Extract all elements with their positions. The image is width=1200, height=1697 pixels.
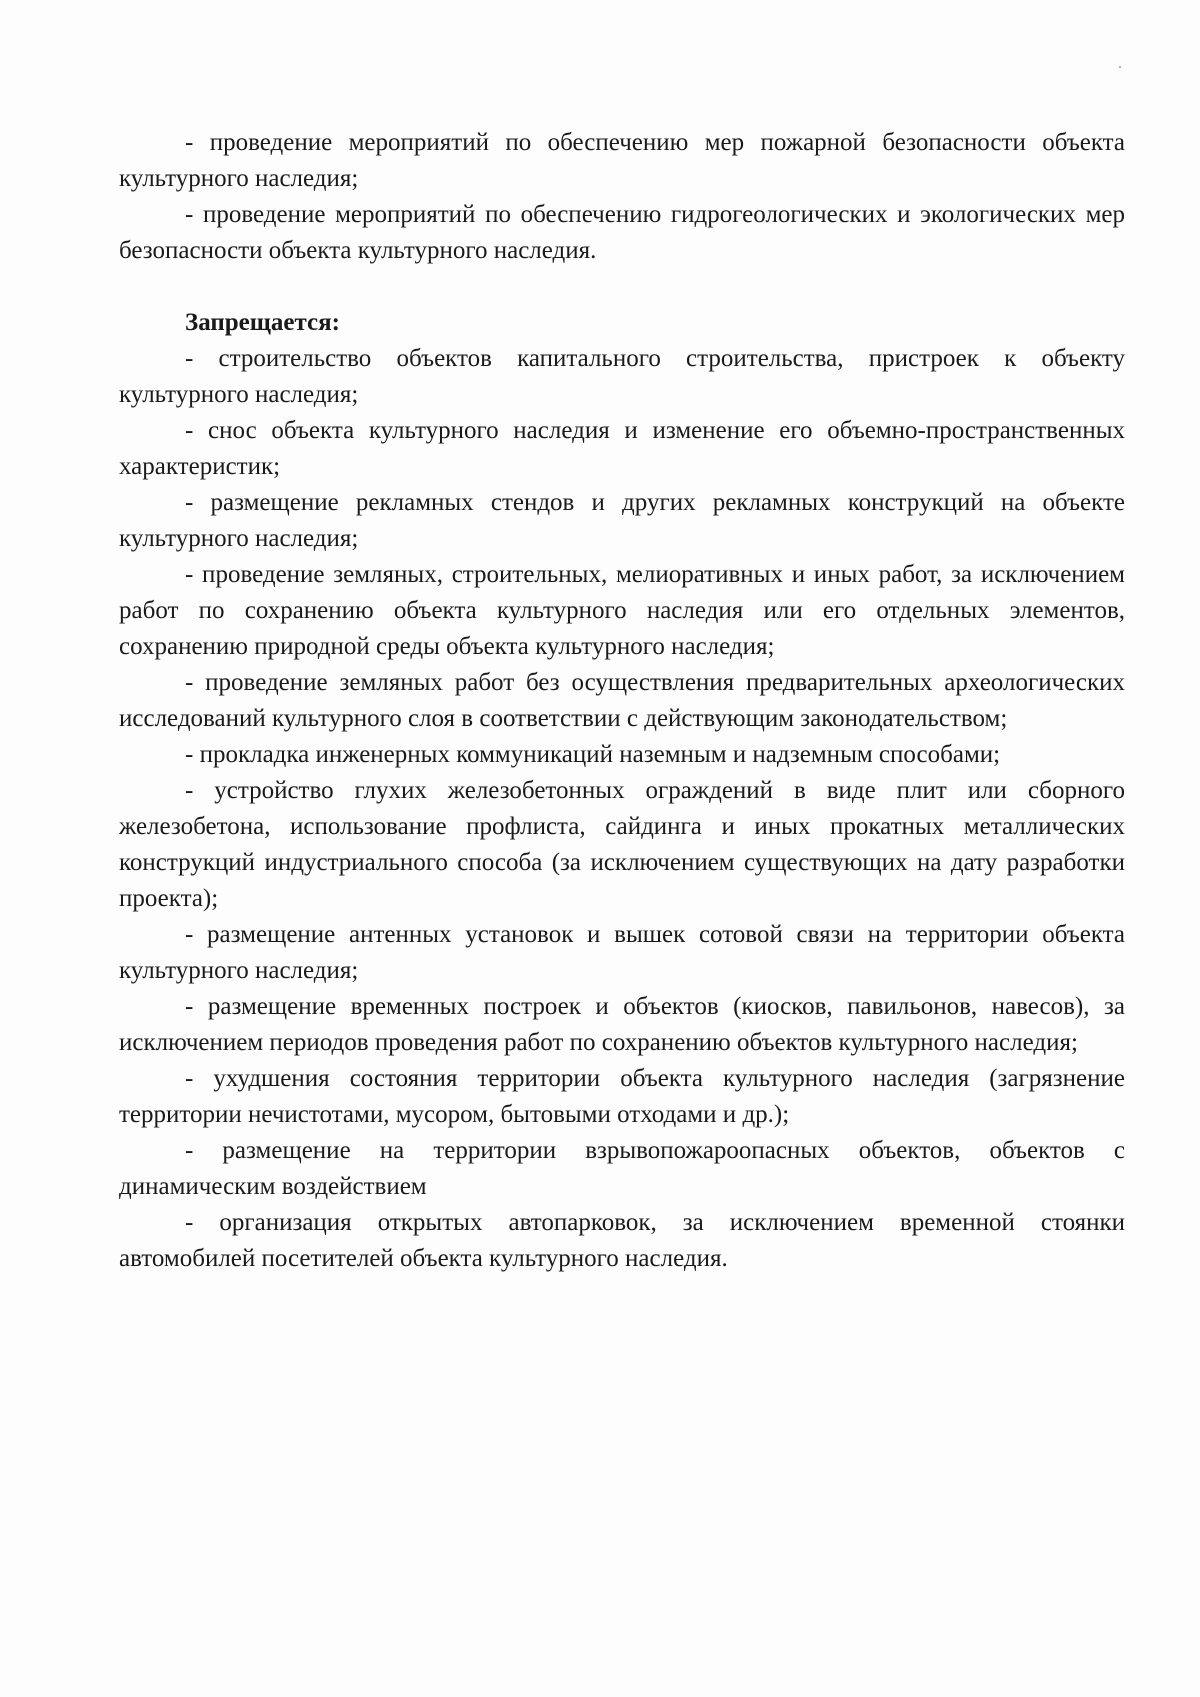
prohibited-item: - размещение на территории взрывопожароопасных объектов, объектов с динамическим воздействием: [119, 1137, 1125, 1200]
intro-paragraph-fire-safety: - проведение мероприятий по обеспечению мер пожарной безопасности объекта культурного наследия;: [119, 129, 1125, 192]
prohibited-item: - организация открытых автопарковок, за исключением временной стоянки автомобилей посетителей объекта культурного наследия.: [119, 1209, 1125, 1272]
scan-artifact: [1119, 66, 1121, 68]
prohibited-item: - размещение антенных установок и вышек сотовой связи на территории объекта культурного наследия;: [119, 921, 1125, 984]
section-heading-prohibited: Запрещается:: [185, 309, 341, 336]
prohibited-item: - проведение земляных, строительных, мелиоративных и иных работ, за исключением работ по сохранению объекта культурного наследия или его отдельных элементов, сохранению природной среды объекта культурного наследия;: [119, 561, 1125, 660]
prohibited-item: - прокладка инженерных коммуникаций наземным и надземным способами;: [185, 741, 1001, 768]
intro-paragraph-ecological-safety: - проведение мероприятий по обеспечению гидрогеологических и экологических мер безопасности объекта культурного наследия.: [119, 201, 1125, 264]
prohibited-item: - размещение рекламных стендов и других рекламных конструкций на объекте культурного наследия;: [119, 489, 1125, 552]
document-body: [119, 125, 1125, 1277]
prohibited-item: - размещение временных построек и объектов (киосков, павильонов, навесов), за исключением периодов проведения работ по сохранению объектов культурного наследия;: [119, 993, 1125, 1056]
prohibited-item: - ухудшения состояния территории объекта культурного наследия (загрязнение территории нечистотами, мусором, бытовыми отходами и др.);: [119, 1065, 1125, 1128]
prohibited-item: - строительство объектов капитального строительства, пристроек к объекту культурного наследия;: [119, 345, 1125, 408]
prohibited-item: - устройство глухих железобетонных ограждений в виде плит или сборного железобетона, использование профлиста, сайдинга и иных прокатных металлических конструкций индустриального способа (за исключением существующих на дату разработки проекта);: [119, 777, 1125, 912]
prohibited-item: - проведение земляных работ без осуществления предварительных археологических исследований культурного слоя в соответствии с действующим законодательством;: [119, 669, 1125, 732]
prohibited-item: - снос объекта культурного наследия и изменение его объемно-пространственных характеристик;: [119, 417, 1125, 480]
